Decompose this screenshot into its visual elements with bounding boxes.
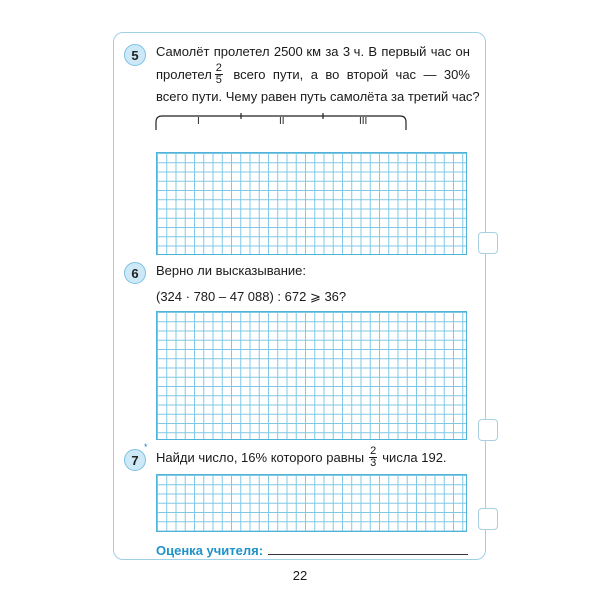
word: 30%: [443, 67, 470, 82]
word: первый: [381, 44, 427, 59]
task-6-line-1: Верно ли высказывание:: [156, 263, 306, 278]
task-5-number-badge: [124, 44, 146, 66]
score-box-task-5: [478, 232, 498, 254]
score-box-task-6: [478, 419, 498, 441]
task-6-expression: (324 · 780 – 47 088) : 672 ⩾ 36?: [156, 289, 347, 304]
teacher-grade-label: Оценка учителя:: [156, 543, 264, 558]
word: —: [423, 67, 437, 82]
task-6-number: 6: [131, 265, 139, 281]
word: во: [325, 67, 340, 82]
word: час: [395, 67, 417, 82]
word: всего: [233, 67, 266, 82]
word: пролетел: [156, 67, 212, 82]
teacher-grade-line[interactable]: [268, 554, 468, 555]
task-5-line-2: [156, 64, 470, 87]
word: а: [310, 67, 318, 82]
fraction-numerator: 2: [215, 62, 222, 75]
word: Самолёт: [156, 44, 210, 59]
page-number: 22: [292, 568, 308, 583]
segment-label-3: III: [359, 116, 368, 127]
fraction-two-thirds: [369, 446, 377, 469]
task-5-line-3: всего пути. Чему равен путь самолёта за третий час?: [156, 89, 480, 104]
task-7-star-icon: *: [144, 442, 148, 452]
word: 3 ч.: [342, 44, 365, 59]
word: 2500 км: [273, 44, 322, 59]
word: он: [455, 44, 470, 59]
word: пролетел: [213, 44, 270, 59]
task-5-line-1: [156, 41, 470, 62]
fraction-denominator: 5: [215, 74, 222, 87]
segment-label-2: II: [279, 116, 285, 127]
task-6-answer-grid[interactable]: [156, 311, 467, 440]
task-7-number-badge: [124, 449, 146, 471]
word: за: [325, 44, 339, 59]
fraction-denominator: 3: [370, 457, 377, 470]
task-7-text-before: Найди число, 16% которого равны: [156, 450, 365, 465]
score-box-task-7: [478, 508, 498, 530]
word: В: [368, 44, 378, 59]
word: час: [430, 44, 452, 59]
fraction-group: [156, 64, 226, 87]
task-7-text: [156, 447, 447, 470]
word: второй: [346, 67, 389, 82]
task-7-answer-grid[interactable]: [156, 474, 467, 532]
fraction-two-fifths: [215, 63, 223, 86]
task-7-text-after: числа 192.: [382, 450, 447, 465]
task-7-number: 7: [131, 452, 139, 468]
task-5-answer-grid[interactable]: [156, 152, 467, 255]
task-6-number-badge: [124, 262, 146, 284]
word: пути,: [272, 67, 304, 82]
segment-label-1: I: [197, 116, 200, 127]
fraction-numerator: 2: [370, 445, 377, 458]
task-5-number: 5: [131, 47, 139, 63]
